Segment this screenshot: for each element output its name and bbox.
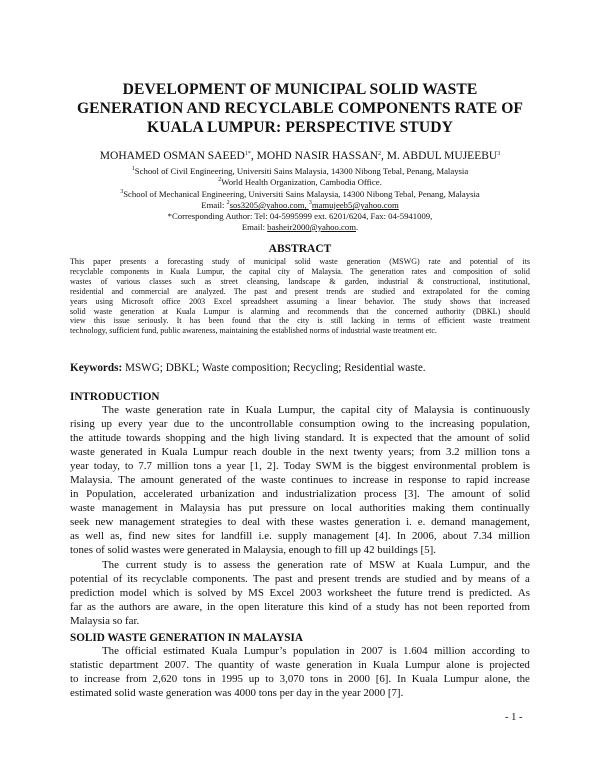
body-line: Malaysia so far.: [70, 614, 140, 627]
abstract-line: years using Microsoft office 2003 Excel spreadsheet assuming a linear behavior. The study shows that increased: [70, 296, 530, 306]
section2-body: [70, 644, 530, 700]
title-line: KUALA LUMPUR: PERSPECTIVE STUDY: [147, 119, 453, 136]
body-line: estimated solid waste generation was 4000 tons per day in the year 2000 [7].: [70, 687, 404, 700]
email-label: Email:: [201, 200, 227, 210]
title-line: GENERATION AND RECYCLABLE COMPONENTS RATE OF: [76, 100, 524, 117]
body-line: waste management in Malaysia has put pressure on local authorities making them continually: [70, 502, 530, 515]
body-line: the attitude towards shopping and the high living standard. It is expected that the amount of solid: [70, 432, 530, 445]
title-line: DEVELOPMENT OF MUNICIPAL SOLID WASTE: [122, 81, 478, 98]
corresponding-email-line: [60, 222, 540, 232]
corresponding-author: *Corresponding Author: Tel: 04-5995999 ext. 6201/6204, Fax: 04-5941009,: [167, 211, 433, 221]
author-superscript: 2: [378, 151, 382, 157]
body-line: to increase from 2,620 tons in 1995 up to 3,070 tons in 2000 [6]. In Kuala Lumpur alone, the: [70, 673, 530, 686]
body-line: far as the authors are aware, in the open literature this kind of a study has not been reported from: [70, 600, 530, 613]
abstract-line: residential and commercial are analyzed. The past and present trends are studied and extrapolated for the coming: [70, 286, 530, 296]
body-line: rising up every year due to the uncontrollable consumption owing to the increasing population,: [70, 418, 530, 431]
body-line: statistic department 2007. The quantity of waste generation in Kuala Lumpur alone is projected: [70, 659, 530, 672]
email-link[interactable]: mamujeeb5@yahoo.com: [311, 200, 399, 210]
body-line: potential of its recyclable components. The past and present trends are studied and by means of a: [70, 572, 530, 585]
affiliation-text: World Health Organization, Cambodia Office.: [221, 177, 382, 187]
abstract-line: This paper presents a forecasting study of municipal solid waste generation (MSWG) rate and potential of its: [70, 257, 530, 266]
abstract-line: wastes of various classes such as street cleansing, landscape & garden, industrial & constructional, institutional,: [70, 276, 530, 286]
abstract-line: solid waste generation at Kuala Lumpur is alarming and recommends that the concerned authority (DBKL) should: [70, 306, 530, 316]
body-line: seek new management strategies to deal with these wastes generation i. e. demand management,: [70, 516, 530, 529]
paper-title: [60, 80, 540, 137]
author-name: MOHAMED OSMAN SAEED: [99, 150, 245, 162]
keywords-label: Keywords:: [70, 362, 123, 374]
email-label: Email:: [241, 222, 268, 232]
body-line: year today, to 7.7 million tons a year [1, 2]. Today SWM is the biggest environmental problem is: [70, 460, 530, 473]
email-link[interactable]: sos3205@yahoo.com,: [229, 200, 309, 210]
body-line: waste generated in Kuala Lumpur reach double in the next twenty years; from 3.2 million tons a: [70, 446, 530, 459]
affiliation-text: School of Mechanical Engineering, Universiti Sains Malaysia, 14300 Nibong Tebal, Penang, Malaysia: [123, 189, 480, 199]
affiliation-2: [60, 177, 540, 187]
abstract-heading: ABSTRACT: [268, 243, 332, 255]
body-line: tones of solid wastes were generated in Malaysia, enough to fill up 42 buildings [5].: [70, 544, 436, 557]
body-line: The waste generation rate in Kuala Lumpur, the capital city of Malaysia is continuously: [102, 404, 530, 416]
email-link[interactable]: basheir2000@yahoo.com: [267, 222, 356, 232]
page-number: - 1 -: [505, 712, 523, 723]
keywords-text: MSWG; DBKL; Waste composition; Recycling; Residential waste.: [122, 362, 426, 374]
author-name: , M. ABDUL MUJEEBU: [381, 150, 498, 162]
email-superscript: 3: [308, 200, 312, 206]
affiliation-3: [60, 189, 540, 199]
affiliation-1: [60, 166, 540, 176]
affiliation-superscript: 2: [218, 177, 222, 183]
introduction-body: [70, 403, 530, 628]
body-line: prediction model which is solved by MS Excel 2003 worksheet the future trend is predicted. As: [70, 586, 530, 599]
body-line: The official estimated Kuala Lumpur’s population in 2007 is 1.604 million according to: [102, 645, 530, 657]
abstract-line: view this issue seriously. It has been found that the city is still lacking in terms of efficient waste treatment: [70, 316, 530, 326]
body-line: The current study is to assess the generation rate of MSW at Kuala Lumpur, and the: [102, 558, 530, 571]
abstract-body: [70, 257, 530, 336]
author-superscript: 1*: [244, 151, 251, 157]
body-line: in Population, accelerated urbanization and industrialization process [3]. The amount of solid: [70, 488, 530, 501]
affiliation-text: School of Civil Engineering, Universiti Sains Malaysia, 14300 Nibong Tebal, Penang, Malaysia: [134, 166, 469, 176]
abstract-line: recyclable components in Kuala Lumpur, the capital city of Malaysia. The generation rates and composition of solid: [70, 266, 530, 276]
author-superscript: 3: [497, 151, 501, 157]
affiliation-superscript: 1: [131, 166, 135, 172]
email-superscript: 2: [226, 200, 230, 206]
abstract-line: technology, sufficient fund, public awareness, maintaining the established norms of industrial waste treatment etc.: [70, 326, 437, 336]
body-line: as well as, find new sites for landfill i.e. supply management [4]. In 2006, about 7.34 million: [70, 530, 530, 543]
author-name: , MOHD NASIR HASSAN: [250, 150, 379, 162]
email-period: .: [356, 222, 359, 232]
email-line: [60, 200, 540, 210]
affiliation-superscript: 3: [120, 189, 124, 195]
author-list: [40, 150, 560, 163]
section-heading-solid-waste: SOLID WASTE GENERATION IN MALAYSIA: [70, 632, 303, 644]
keywords: [70, 362, 426, 375]
section-heading-introduction: INTRODUCTION: [70, 391, 160, 403]
body-line: Malaysia. The amount generated of the waste continues to increase in response to rapid increase: [70, 474, 530, 487]
